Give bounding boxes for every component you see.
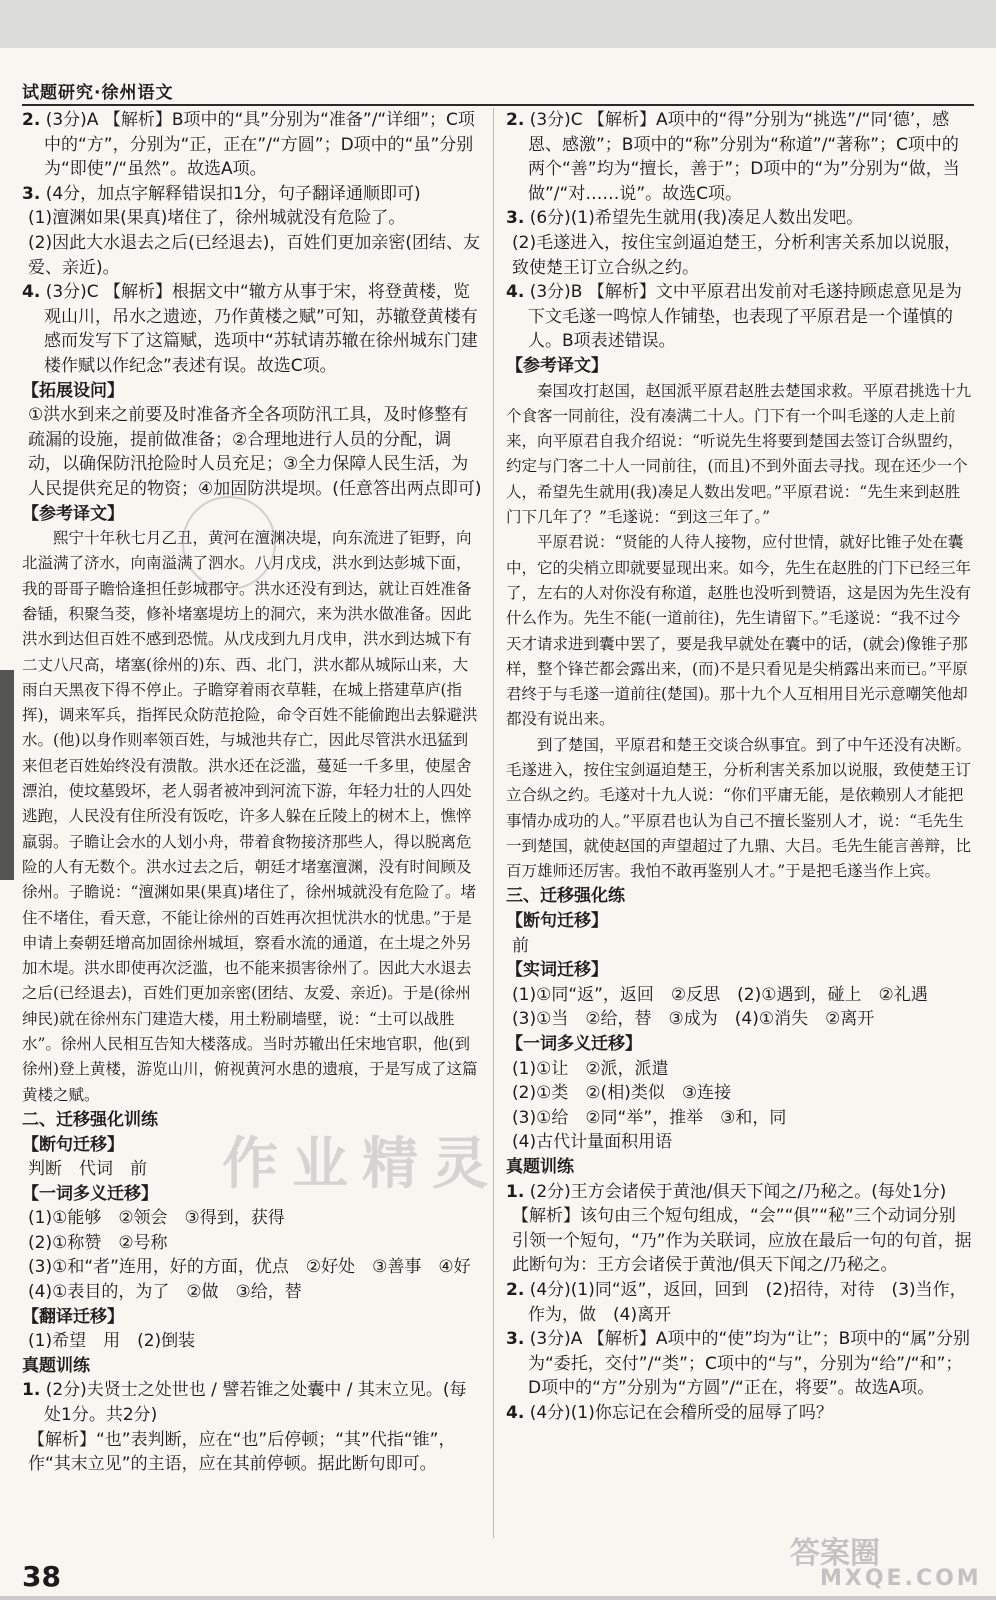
answer-item (22, 1231, 482, 1256)
answer-item (506, 1057, 972, 1082)
item-text: (3)①当 ②给，替 ③成为 (4)①消失 ②离开 (512, 1009, 875, 1030)
item-text: (4分)(1)你忘记在会稽所受的屈辱了吗？ (529, 1402, 833, 1423)
answer-item (22, 1378, 482, 1427)
question-number: 2. (506, 110, 525, 130)
answer-item (22, 280, 482, 378)
item-text: (3)①给 ②同“举”，推举 ③和，同 (512, 1107, 787, 1128)
answer-item (506, 1401, 972, 1426)
answer-item (22, 403, 482, 501)
item-text: 【解析】该句由三个短句组成，“会”“俱”“秘”三个动词分别引领一个短句，“乃”作为关联词，应放在最后一句的句首，据此断句为：王方会诸侯于黄池/俱天下闻之/乃秘之。 (512, 1206, 972, 1276)
item-text: 【断句迁移】 (506, 911, 608, 932)
page-number: 38 (22, 1560, 61, 1593)
item-text: (6分)(1)希望先生就用(我)凑足人数出发吧。 (529, 208, 864, 229)
section-heading (22, 379, 482, 404)
item-text: ①洪水到来之前要及时准备齐全各项防汛工具，及时修整有疏漏的设施，提前做准备；②合理地进行人员的分配，调动，以确保防汛抢险时人员充足；③全力保障人民生活，为人民提供充足的物资；④加固防洪堤坝。(任意答出两点即可) (28, 405, 482, 499)
item-text: (1)①同“返”，返回 ②反思 (2)①遇到，碰上 ②礼遇 (512, 984, 928, 1005)
item-text: 真题训练 (506, 1157, 574, 1177)
answer-item (506, 1204, 972, 1278)
item-text: 前 (512, 935, 529, 956)
item-text: (4)①表目的，为了 ②做 ③给，替 (28, 1282, 302, 1303)
answer-item (22, 1206, 482, 1231)
item-text: 【断句迁移】 (22, 1134, 124, 1155)
item-text: (2分)夫贤士之处世也 / 譬若锥之处囊中 / 其末立见。(每处1分。共2分) (44, 1380, 467, 1426)
item-text: 平原君说：“贤能的人待人接物，应付世情，就好比锥子处在囊中，它的尖梢立即就要显现出来。如今，先生在赵胜的门下已经三年了，左右的人对你没有称道，赵胜也没听到赞语，这是因为先生没有什么作为。先生不能(一道前往)，先生请留下。”毛遂说：“我不过今天才请求进到囊中罢了，要是我早就处在囊中的话，(就会)像锥子那样，整个锋芒都会露出来，(而)不是只看见是尖梢露出来而已。”平原君终于与毛遂一道前往(楚国)。那十九个人互相用目光示意嘲笑他却都没有说出来。 (506, 533, 972, 729)
site-url: MXQE.COM (820, 1566, 982, 1591)
section-heading (22, 1305, 482, 1330)
answer-item (22, 231, 482, 280)
item-text: 秦国攻打赵国，赵国派平原君赵胜去楚国求救。平原君挑选十九个食客一同前往，没有凑满二十人。门下有一个叫毛遂的人走上前来，向平原君自我介绍说：“听说先生将要到楚国去签订合纵盟约，约定与门客二十人一同前往，(而且)不到外面去寻找。现在还少一个人，希望先生就用(我)凑足人数出发吧。”平原君说：“先生来到赵胜门下几年了？”毛遂说：“到这三年了。” (506, 381, 972, 527)
question-number: 4. (506, 282, 525, 303)
left-column (22, 108, 482, 1477)
item-text: (3分)A 【解析】A项中的“使”均为“让”；B项中的“属”分别为“委托，交付”/“类”；C项中的“与”，分别为“给”/“和”；D项中的“方”分别为“方圆”/“正在，将要”。故选A项。 (528, 1329, 970, 1399)
item-text: (1)澶渊如果(果真)堵住了，徐州城就没有危险了。 (28, 208, 406, 229)
top-band (0, 0, 996, 48)
section-heading (506, 958, 972, 983)
question-number: 3. (506, 208, 525, 229)
answer-item (22, 1280, 482, 1305)
answer-item (506, 1130, 972, 1155)
section-heading (506, 884, 972, 909)
answer-item (506, 983, 972, 1008)
item-text: 【参考译文】 (506, 355, 608, 376)
answer-item (22, 206, 482, 231)
item-text: 【一词多义迁移】 (506, 1034, 642, 1055)
item-text: 【参考译文】 (22, 503, 124, 524)
right-column (506, 108, 972, 1426)
translation-paragraph (506, 379, 972, 531)
section-heading (506, 1155, 972, 1180)
answer-item (506, 1180, 972, 1205)
answer-item (506, 1327, 972, 1401)
answer-item (506, 1106, 972, 1131)
item-text: (4分，加点字解释错误扣1分，句子翻译通顺即可) (45, 183, 421, 204)
question-number: 1. (22, 1380, 41, 1401)
translation-paragraph (506, 733, 972, 885)
section-heading (22, 1354, 482, 1379)
answer-item (22, 108, 482, 182)
item-text: (1)①让 ②派，派遣 (512, 1058, 669, 1079)
item-text: 三、迁移强化练 (506, 886, 625, 907)
translation-paragraph (22, 526, 482, 1108)
answer-item (22, 1255, 482, 1280)
item-text: 【实词迁移】 (506, 960, 608, 981)
answer-item (506, 1081, 972, 1106)
item-text: (3分)B 【解析】文中平原君出发前对毛遂持顾虑意见是为下文毛遂一鸣惊人作铺垫，也表现了平原君是一个谨慎的人。B项表述错误。 (528, 282, 962, 352)
bottom-band (0, 1596, 996, 1600)
item-text: (3分)C 【解析】A项中的“得”分别为“挑选”/“同‘德’，感恩、感激”；B项中的“称”分别为“称道”/“著称”；C项中的两个“善”均为“擅长，善于”；D项中的“为”分别为“做，当做”/“对……说”。故选C项。 (528, 110, 960, 204)
question-number: 4. (506, 1402, 525, 1423)
stamp-seal (182, 496, 276, 590)
answer-item (506, 108, 972, 206)
question-number: 2. (506, 1279, 525, 1300)
item-text: (3分)C 【解析】根据文中“辙方从事于宋，将登黄楼，览观山川，吊水之遗迹，乃作黄楼之赋”可知，苏辙登黄楼有感而发写下了这篇赋，选项中“苏轼请苏辙在徐州城东门建楼作赋以作纪念”表述有误。故选C项。 (44, 282, 478, 376)
answer-item (506, 280, 972, 354)
item-text: 【解析】“也”表判断，应在“也”后停顿；“其”代指“锥”，作“其末立见”的主语，应在其前停顿。据此断句即可。 (28, 1429, 456, 1475)
page-header: 试题研究·徐州语文 (22, 83, 174, 103)
question-number: 4. (22, 282, 41, 303)
answer-item (22, 1428, 482, 1477)
item-text: (2)①称赞 ②号称 (28, 1232, 168, 1253)
item-text: (2)毛遂进入，按住宝剑逼迫楚王，分析利害关系加以说服，致使楚王订立合纵之约。 (512, 232, 962, 278)
item-text: (1)①能够 ②领会 ③得到，获得 (28, 1208, 285, 1229)
item-text: (3)①和“者”连用，好的方面，优点 ②好处 ③善事 ④好 (28, 1257, 471, 1278)
item-text: (2)①类 ②(相)类似 ③连接 (512, 1083, 732, 1104)
item-text: (2)因此大水退去之后(已经退去)，百姓们更加亲密(团结、友爱、亲近)。 (28, 232, 480, 278)
translation-paragraph (506, 530, 972, 732)
header-rule (22, 104, 974, 106)
item-text: 【翻译迁移】 (22, 1306, 124, 1327)
item-text: 熙宁十年秋七月乙丑，黄河在澶渊决堤，向东流进了钜野，向北溢满了济水，向南溢满了泗水。八月戊戌，洪水到达彭城下面，我的哥哥子瞻恰逢担任彭城郡守。洪水还没有到达，就让百姓准备畚锸，积聚刍茭，修补堵塞堤坊上的洞穴，来为洪水做准备。因此洪水到达但百姓不感到恐慌。从戊戌到九月戊申，洪水到达城下有二丈八尺高，堵塞(徐州的)东、西、北门，洪水都从城际山来，大雨白天黑夜下得不停止。子瞻穿着雨衣草鞋，在城上搭建草庐(指挥)，调来军兵，指挥民众防范抢险，命令百姓不能偷跑出去躲避洪水。(他)以身作则率领百姓，与城池共存亡，因此尽管洪水迅猛到来但老百姓始终没有溃散。洪水还在泛滥，蔓延一千多里，使屋舍漂泊，使坟墓毁坏，老人弱者被冲到河流下游，年轻力壮的人四处逃跑，人民没有住所没有饭吃，许多人躲在丘陵上的树木上，憔悴羸弱。子瞻让会水的人划小舟，带着食物接济那些人，得以脱离危险的人有无数个。洪水过去之后，朝廷才堵塞澶渊，没有时间顾及徐州。子瞻说：“澶渊如果(果真)堵住了，徐州城就没有危险了。堵住不堵住，看天意，不能让徐州的百姓再次担忧洪水的忧患。”于是申请上奏朝廷增高加固徐州城垣，察看水流的通道，在土堤之外另加木堤。洪水即使再次泛滥，也不能来损害徐州了。因此大水退去之后(已经退去)，百姓们更加亲密(团结、友爱、亲近)。于是(徐州绅民)就在徐州东门建造大楼，用土粉刷墙壁，说：“土可以战胜水”。徐州人民相互告知大楼落成。当时苏辙出任宋地官职，他(到徐州)登上黄楼，游览山川，俯视黄河水患的遗痕，于是写成了这篇黄楼之赋。 (22, 529, 478, 1104)
item-text: 二、迁移强化训练 (22, 1109, 158, 1130)
question-number: 2. (22, 110, 41, 130)
site-logo: 答案圈 (790, 1536, 880, 1571)
item-text: 真题训练 (22, 1355, 90, 1376)
item-text: 【拓展设问】 (22, 380, 124, 401)
answer-item (506, 206, 972, 231)
answer-item (506, 1007, 972, 1032)
question-number: 3. (506, 1329, 525, 1350)
item-text: (4分)(1)同“返”，返回，回到 (2)招待，对待 (3)当作，作为，做 (4)离开 (528, 1279, 967, 1325)
answer-item (22, 182, 482, 207)
item-text: 【一词多义迁移】 (22, 1183, 158, 1204)
section-heading (506, 1032, 972, 1057)
item-text: (3分)A 【解析】B项中的“具”分别为“准备”/“详细”；C项中的“方”，分别为“正，正在”/“方圆”；D项中的“虽”分别为“即使”/“虽然”。故选A项。 (44, 110, 475, 180)
question-number: 1. (506, 1181, 525, 1202)
section-heading (506, 354, 972, 379)
item-text: (1)希望 用 (2)倒装 (28, 1331, 196, 1352)
answer-item (506, 231, 972, 280)
side-tab (0, 670, 14, 880)
question-number: 3. (22, 183, 41, 204)
item-text: (2分)王方会诸侯于黄池/俱天下闻之/乃秘之。(每处1分) (529, 1181, 947, 1202)
answer-item (506, 934, 972, 959)
watermark: 作业精灵 (222, 1132, 502, 1197)
item-text: (4)古代计量面积用语 (512, 1132, 673, 1153)
column-divider (493, 108, 494, 1538)
item-text: 到了楚国，平原君和楚王交谈合纵事宜。到了中午还没有决断。毛遂进入，按住宝剑逼迫楚王，分析利害关系加以说服，致使楚王订立合纵之约。毛遂对十九人说：“你们平庸无能，是依赖别人才能把事情办成功的人。”平原君也认为自己不擅长鉴别人才，说：“毛先生一到楚国，就使赵国的声望超过了九鼎、大吕。毛先生能言善辩，比百万雄师还厉害。我怕不敢再鉴别人才。”于是把毛遂当作上宾。 (506, 735, 972, 881)
answer-item (506, 1278, 972, 1327)
item-text: 判断 代词 前 (28, 1159, 147, 1180)
answer-item (22, 1329, 482, 1354)
section-heading (506, 909, 972, 934)
